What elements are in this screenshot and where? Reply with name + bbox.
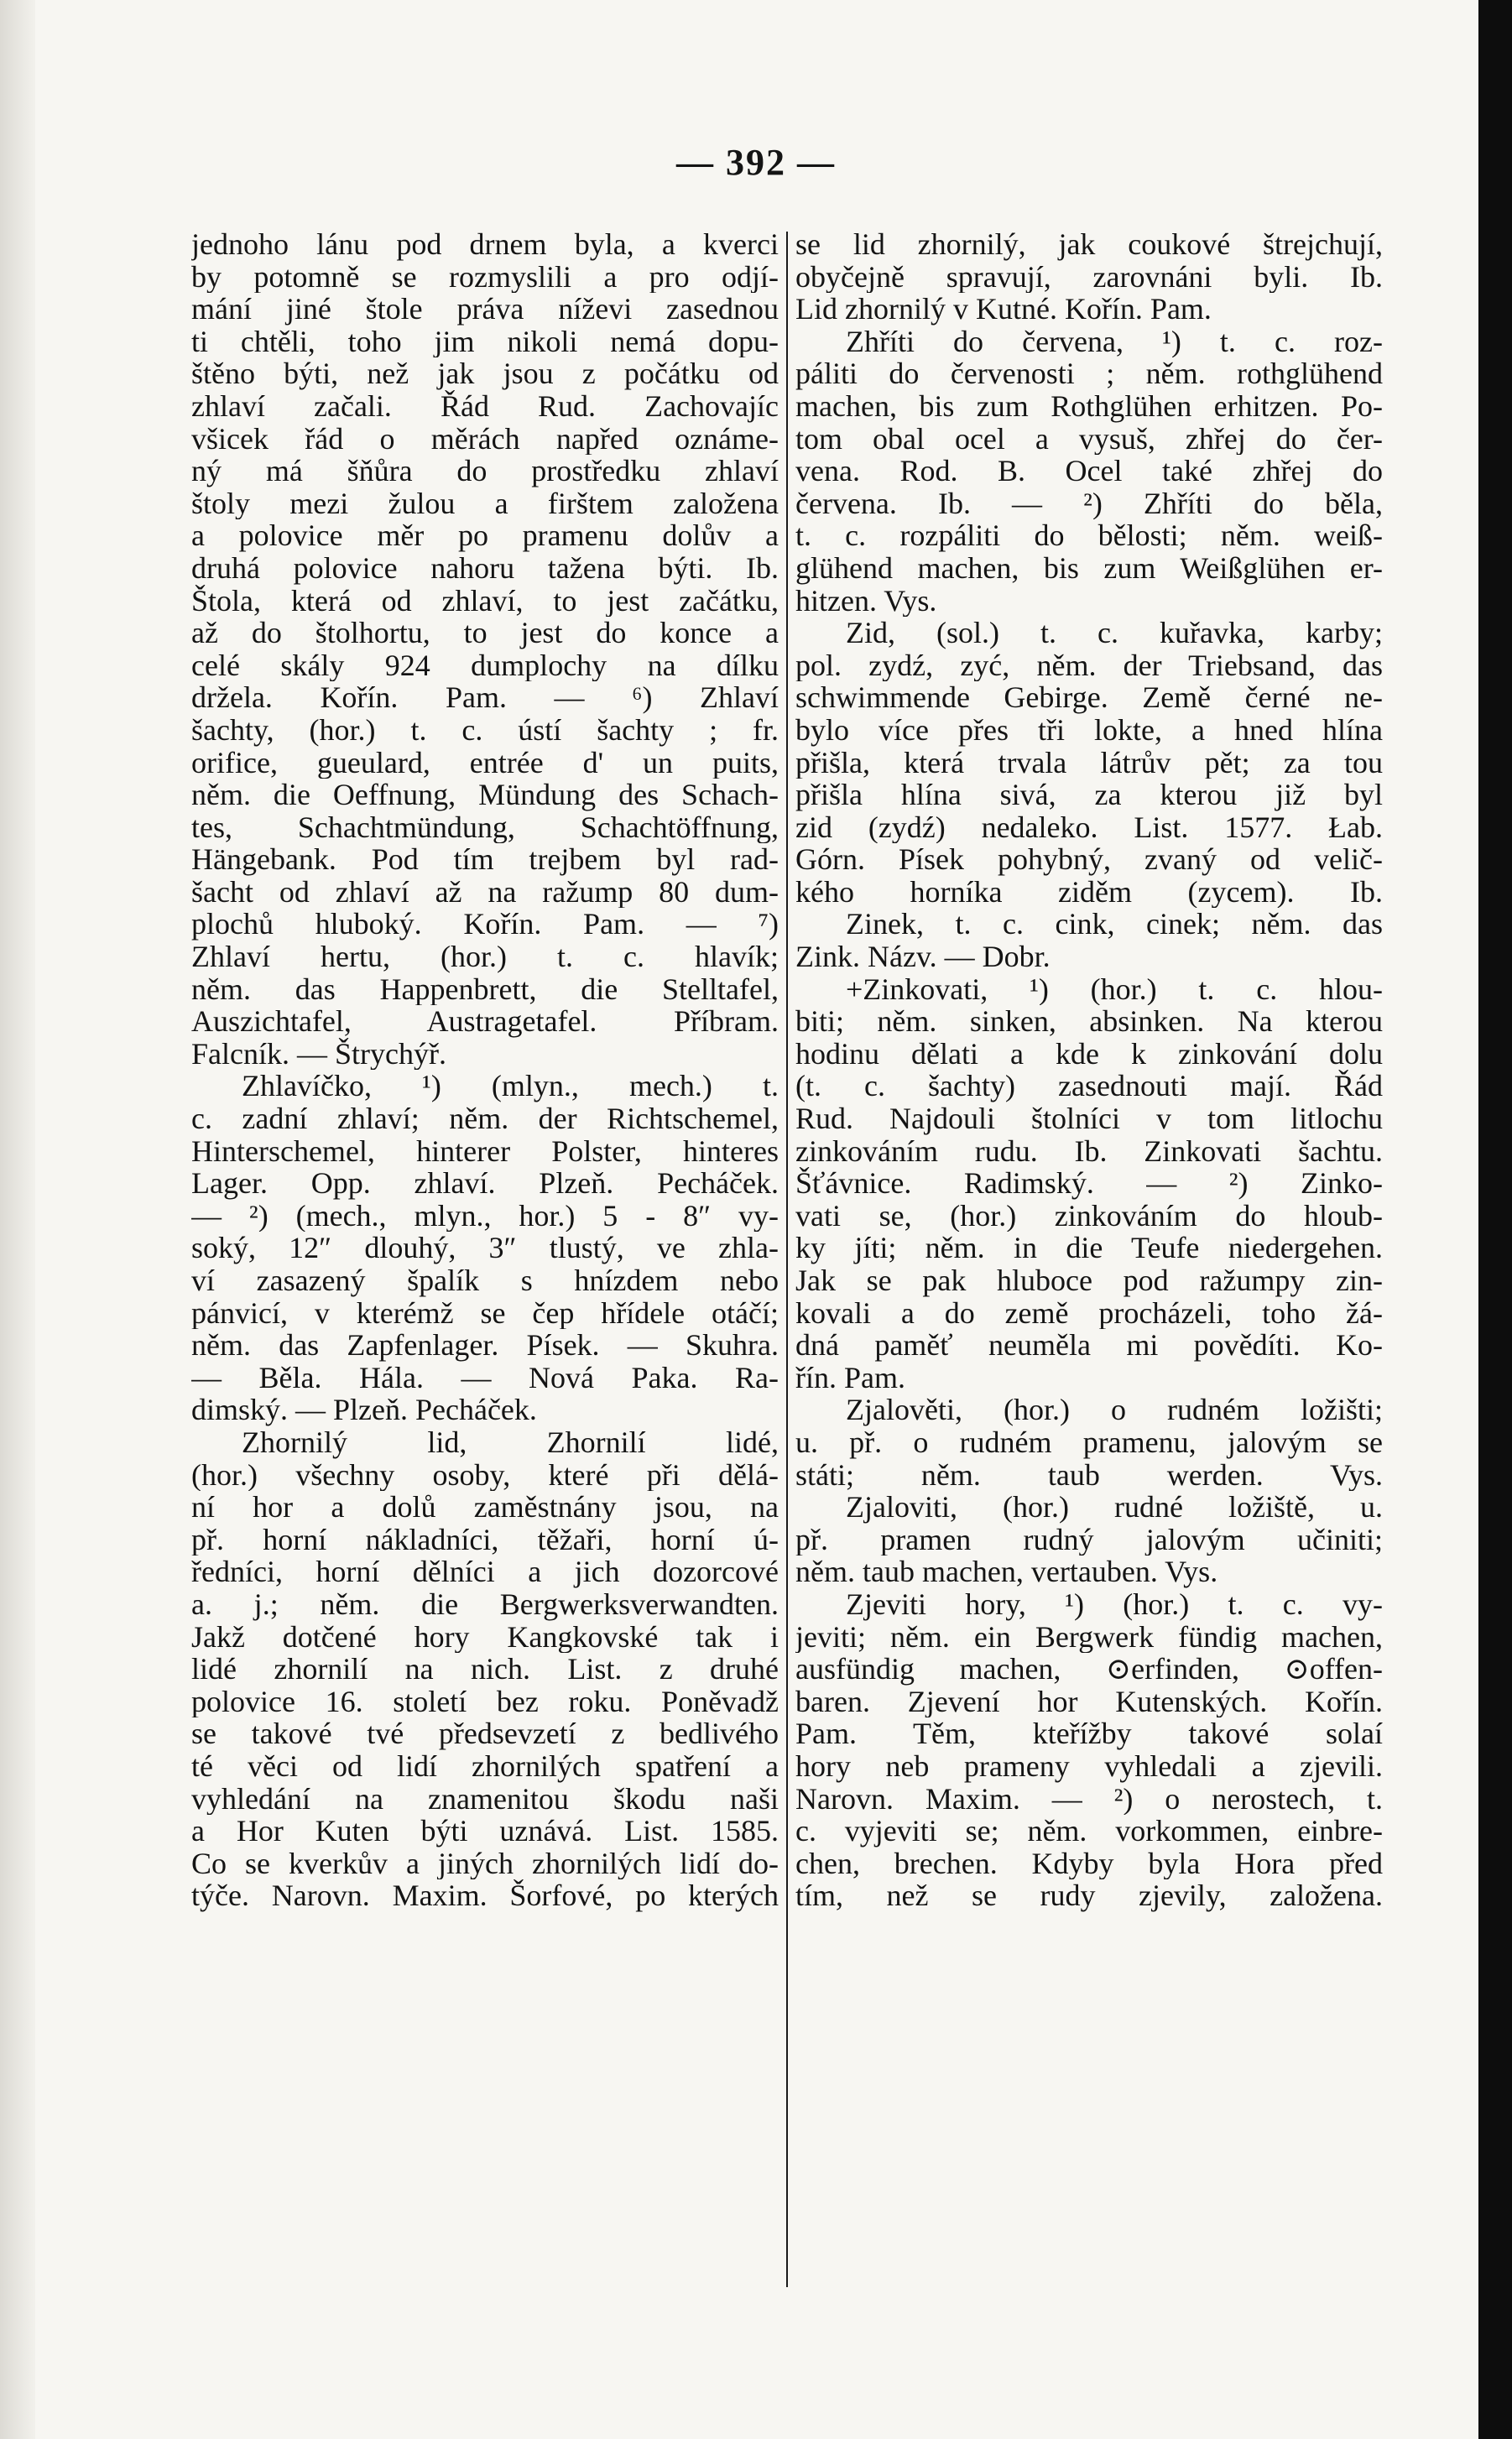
text-line: Co se kverkův a jiných zhornilých lidí do- — [191, 1847, 779, 1880]
text-line: soký, 12″ dlouhý, 3″ tlustý, ve zhla- — [191, 1232, 779, 1264]
text-line: baren. Zjevení hor Kutenských. Kořín. — [795, 1685, 1383, 1718]
text-line: se takové tvé předsevzetí z bedlivého — [191, 1717, 779, 1750]
text-line: Pam. Těm, kteřížby takové solaí — [795, 1717, 1383, 1750]
text-line: Zjaloviti, (hor.) rudné ložiště, u. — [846, 1491, 1383, 1524]
text-line: mání jiné štole práva níževi zasednou — [191, 293, 779, 326]
text-line: jednoho lánu pod drnem byla, a kverci — [191, 228, 779, 261]
text-line: týče. Narovn. Maxim. Šorfové, po kterých — [191, 1879, 779, 1912]
text-line: a. j.; něm. die Bergwerksverwandten. — [191, 1587, 779, 1621]
text-line: ředníci, horní dělníci a jich dozorcové — [191, 1556, 779, 1588]
text-line: tom obal ocel a vysuš, zhřej do čer- — [795, 422, 1383, 456]
text-line: plochů hluboký. Kořín. Pam. — ⁷) — [191, 908, 779, 941]
text-line: Jak se pak hluboce pod ražumpy zin- — [795, 1264, 1383, 1297]
text-line: pánvicí, v kterémž se čep hřídele otáčí; — [191, 1296, 779, 1330]
text-line: jeviti; něm. ein Bergwerk fündig machen, — [795, 1620, 1383, 1654]
text-line: hodinu dělati a kde k zinkování dolu — [795, 1037, 1383, 1071]
text-line: ví zasazený špalík s hnízdem nebo — [191, 1264, 779, 1297]
text-line: u. př. o rudném pramenu, jalovým se — [795, 1425, 1383, 1459]
text-line: zid (zydź) nedaleko. List. 1577. Łab. — [795, 810, 1383, 844]
text-line: zhlaví začali. Řád Rud. Zachovajíc — [191, 389, 779, 423]
text-line: štěno býti, než jak jsou z počátku od — [191, 357, 779, 390]
text-line: vati se, (hor.) zinkováním do hloub- — [795, 1199, 1383, 1233]
text-line: něm. die Oeffnung, Mündung des Schach- — [191, 779, 779, 811]
text-line: dná paměť neuměla mi povědíti. Ko- — [795, 1329, 1383, 1362]
text-line: zinkováním rudu. Ib. Zinkovati šachtu. — [795, 1134, 1383, 1168]
text-line: bylo více přes tři lokte, a hned hlína — [795, 713, 1383, 747]
text-line: pol. zydź, zyć, něm. der Triebsand, das — [795, 649, 1383, 682]
text-line: Zid, (sol.) t. c. kuřavka, karby; — [846, 617, 1383, 649]
text-line: celé skály 924 dumplochy na dílku — [191, 649, 779, 682]
text-line: Zhlaví hertu, (hor.) t. c. hlavík; — [191, 941, 779, 973]
text-line: ní hor a dolů zaměstnány jsou, na — [191, 1491, 779, 1524]
text-line: přišla, která trvala látrův pět; za tou — [795, 746, 1383, 779]
left-column — [191, 228, 779, 2292]
text-line: polovice 16. století bez roku. Poněvadž — [191, 1685, 779, 1718]
text-line: Lager. Opp. zhlaví. Plzeň. Pecháček. — [191, 1167, 779, 1200]
text-line: té věci od lidí zhornilých spatření a — [191, 1749, 779, 1783]
text-line: Štola, která od zhlaví, to jest začátku, — [191, 584, 779, 618]
text-line: hory neb prameny vyhledali a zjevili. — [795, 1749, 1383, 1783]
text-line: glühend machen, bis zum Weißglühen er- — [795, 551, 1383, 585]
text-line: dimský. — Plzeň. Pecháček. — [191, 1394, 537, 1426]
text-line: c. zadní zhlaví; něm. der Richtschemel, — [191, 1102, 779, 1135]
text-line: Zjalověti, (hor.) o rudném ložišti; — [846, 1394, 1383, 1426]
text-line: machen, bis zum Rothglühen erhitzen. Po- — [795, 389, 1383, 423]
text-line: něm. das Zapfenlager. Písek. — Skuhra. — [191, 1329, 779, 1362]
text-line: se lid zhornilý, jak coukové štrejchují, — [795, 228, 1383, 261]
text-line: Narovn. Maxim. — ²) o nerostech, t. — [795, 1782, 1383, 1816]
column-divider — [786, 232, 788, 2287]
text-line: ti chtěli, toho jim nikoli nemá dopu- — [191, 325, 779, 358]
right-column — [795, 228, 1383, 2292]
text-line: Zink. Názv. — Dobr. — [795, 941, 1051, 973]
text-line: (t. c. šachty) zasednouti mají. Řád — [795, 1070, 1383, 1103]
text-line: schwimmende Gebirge. Země černé ne- — [795, 681, 1383, 714]
text-line: c. vyjeviti se; něm. vorkommen, einbre- — [795, 1815, 1383, 1847]
text-line: Zhříti do červena, ¹) t. c. roz- — [846, 325, 1383, 358]
text-line: Šťávnice. Radimský. — ²) Zinko- — [795, 1167, 1383, 1200]
text-line: držela. Kořín. Pam. — ⁶) Zhlaví — [191, 681, 779, 714]
text-line: vyhledání na znamenitou škodu naši — [191, 1782, 779, 1816]
text-line: kého horníka ziděm (zycem). Ib. — [795, 875, 1383, 909]
text-line: lidé zhornilí na nich. List. z druhé — [191, 1653, 779, 1686]
text-line: něm. taub machen, vertauben. Vys. — [795, 1556, 1218, 1588]
text-line: Zhlavíčko, ¹) (mlyn., mech.) t. — [242, 1070, 779, 1103]
text-line: Lid zhornilý v Kutné. Kořín. Pam. — [795, 293, 1212, 326]
text-line: orifice, gueulard, entrée d' un puits, — [191, 746, 779, 779]
text-line: hitzen. Vys. — [795, 584, 937, 618]
page-right-edge — [1478, 0, 1512, 2439]
text-line: řín. Pam. — [795, 1361, 905, 1394]
text-line: Hängebank. Pod tím trejbem byl rad- — [191, 843, 779, 876]
text-line: Auszichtafel, Austragetafel. Příbram. — [191, 1005, 779, 1038]
text-line: — Běla. Hála. — Nová Paka. Ra- — [191, 1361, 779, 1394]
text-line: tím, než se rudy zjevily, založena. — [795, 1879, 1383, 1912]
text-line: něm. das Happenbrett, die Stelltafel, — [191, 972, 779, 1006]
text-line: t. c. rozpáliti do bělosti; něm. weiß- — [795, 519, 1383, 552]
text-line: a Hor Kuten býti uznává. List. 1585. — [191, 1815, 779, 1847]
text-line: vena. Rod. B. Ocel také zhřej do — [795, 455, 1383, 487]
text-line: kovali a do země procházeli, toho žá- — [795, 1296, 1383, 1330]
text-line: Rud. Najdouli štolníci v tom litlochu — [795, 1102, 1383, 1135]
text-line: Zhornilý lid, Zhornilí lidé, — [242, 1425, 779, 1459]
text-line: chen, brechen. Kdyby byla Hora před — [795, 1847, 1383, 1880]
text-line: Hinterschemel, hinterer Polster, hinteres — [191, 1134, 779, 1168]
text-line: státi; něm. taub werden. Vys. — [795, 1458, 1383, 1492]
text-line: př. horní nákladníci, těžaři, horní ú- — [191, 1523, 779, 1556]
text-line: druhá polovice nahoru tažena býti. Ib. — [191, 551, 779, 585]
text-line: všicek řád o měrách napřed oznáme- — [191, 422, 779, 456]
text-line: Falcník. — Štrychýř. — [191, 1037, 446, 1071]
text-line: biti; něm. sinken, absinken. Na kterou — [795, 1005, 1383, 1038]
text-line: obyčejně spravují, zarovnáni byli. Ib. — [795, 260, 1383, 294]
text-line: by potomně se rozmyslili a pro odjí- — [191, 260, 779, 294]
text-line: šacht od zhlaví až na ražump 80 dum- — [191, 875, 779, 909]
text-line: ky jíti; něm. in die Teufe niedergehen. — [795, 1232, 1383, 1264]
text-line: a polovice měr po pramenu dolův a — [191, 519, 779, 552]
text-line: přišla hlína sivá, za kterou již byl — [795, 779, 1383, 811]
text-line: páliti do červenosti ; něm. rothglühend — [795, 357, 1383, 390]
text-line: +Zinkovati, ¹) (hor.) t. c. hlou- — [846, 972, 1383, 1006]
text-line: ausfündig machen, ⊙erfinden, ⊙offen- — [795, 1653, 1383, 1686]
text-line: ný má šňůra do prostředku zhlaví — [191, 455, 779, 487]
text-line: šachty, (hor.) t. c. ústí šachty ; fr. — [191, 713, 779, 747]
page-left-shadow — [0, 0, 35, 2439]
text-line: štoly mezi žulou a firštem založena — [191, 487, 779, 520]
text-line: př. pramen rudný jalovým učiniti; — [795, 1523, 1383, 1556]
page-number: — 392 — — [676, 142, 836, 183]
text-line: Zinek, t. c. cink, cinek; něm. das — [846, 908, 1383, 941]
text-line: tes, Schachtmündung, Schachtöffnung, — [191, 810, 779, 844]
text-line: Górn. Písek pohybný, zvaný od velič- — [795, 843, 1383, 876]
text-line: červena. Ib. — ²) Zhříti do běla, — [795, 487, 1383, 520]
text-line: až do štolhortu, to jest do konce a — [191, 617, 779, 649]
text-line: — ²) (mech., mlyn., hor.) 5 - 8″ vy- — [191, 1199, 779, 1233]
text-line: Zjeviti hory, ¹) (hor.) t. c. vy- — [846, 1587, 1383, 1621]
text-line: Jakž dotčené hory Kangkovské tak i — [191, 1620, 779, 1654]
text-line: (hor.) všechny osoby, které při dělá- — [191, 1458, 779, 1492]
